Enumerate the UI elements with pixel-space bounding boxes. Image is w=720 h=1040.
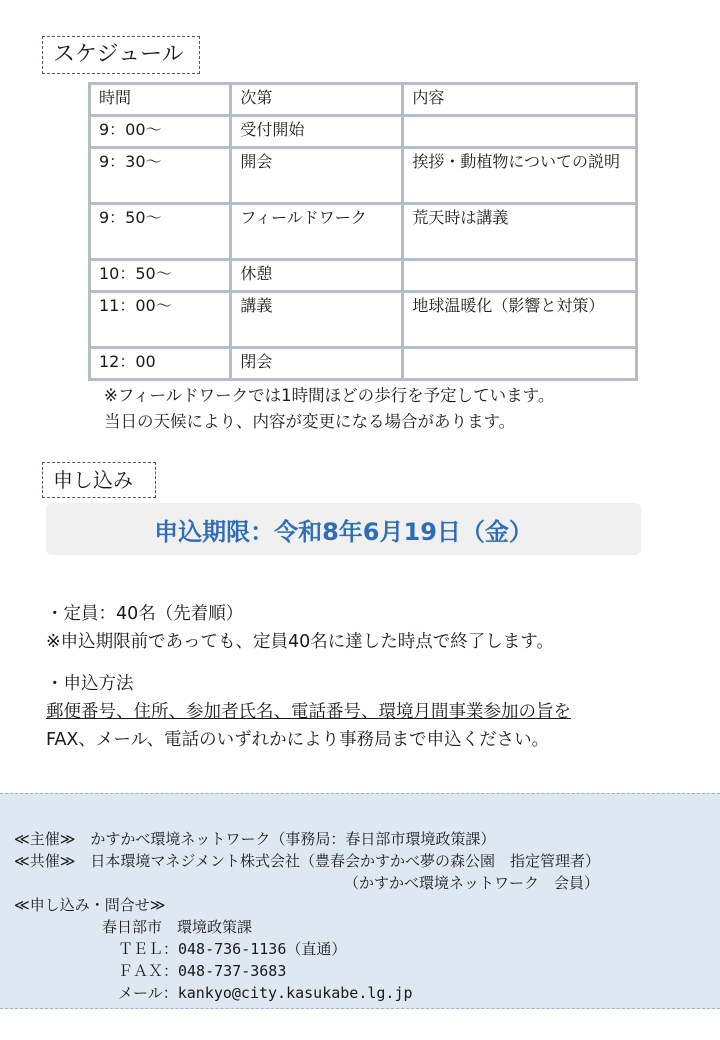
- row-agenda: 受付開始: [231, 116, 403, 148]
- table-row: [90, 292, 637, 348]
- row-content: [403, 260, 637, 292]
- cosponsor-line: ≪共催≫ 日本環境マネジメント株式会社（豊春会かすかべ夢の森公園 指定管理者）: [14, 852, 600, 870]
- row-content: [403, 348, 637, 380]
- cosponsor-sub-line: （かすかべ環境ネットワーク 会員）: [344, 874, 600, 892]
- contact-email: メール：kankyo@city.kasukabe.lg.jp: [118, 984, 413, 1002]
- row-agenda: フィールドワーク: [231, 204, 403, 260]
- method-title: ・申込方法: [46, 674, 134, 694]
- row-time: 10：50～: [90, 260, 231, 292]
- contact-org: 春日部市 環境政策課: [102, 918, 253, 936]
- row-content: 荒天時は講義: [403, 204, 637, 260]
- method-line-2: FAX、メール、電話のいずれかにより事務局まで申込ください。: [46, 730, 550, 750]
- row-agenda: 休憩: [231, 260, 403, 292]
- table-header-row: [90, 84, 637, 116]
- application-heading: 申し込み: [42, 462, 156, 498]
- method-block: [46, 670, 571, 754]
- note-line-1: ※フィールドワークでは1時間ほどの歩行を予定しています。: [104, 386, 555, 405]
- row-time: 11：00～: [90, 292, 231, 348]
- contact-tel: ＴＥＬ：048-736-1136（直通）: [118, 940, 347, 958]
- schedule-note: [104, 383, 554, 435]
- table-row: [90, 260, 637, 292]
- row-content: [403, 116, 637, 148]
- contact-footer: [0, 793, 720, 1009]
- header-content: 内容: [403, 84, 637, 116]
- note-line-2: 当日の天候により、内容が変更になる場合があります。: [104, 412, 516, 431]
- row-time: 9：50～: [90, 204, 231, 260]
- row-content: 挨拶・動植物についての説明: [403, 148, 637, 204]
- schedule-table: [88, 82, 638, 381]
- table-row: [90, 148, 637, 204]
- capacity-title: ・定員：40名（先着順）: [46, 604, 244, 624]
- capacity-note: ※申込期限前であっても、定員40名に達した時点で終了します。: [46, 632, 554, 652]
- row-time: 12：00: [90, 348, 231, 380]
- row-time: 9：00～: [90, 116, 231, 148]
- schedule-heading: スケジュール: [42, 36, 200, 74]
- organizer-line: ≪主催≫ かすかべ環境ネットワーク（事務局：春日部市環境政策課）: [14, 830, 496, 848]
- row-content: 地球温暖化（影響と対策）: [403, 292, 637, 348]
- table-row: [90, 348, 637, 380]
- header-time: 時間: [90, 84, 231, 116]
- row-agenda: 講義: [231, 292, 403, 348]
- table-row: [90, 204, 637, 260]
- header-agenda: 次第: [231, 84, 403, 116]
- deadline-banner: 申込期限：令和8年6月19日（金）: [46, 503, 641, 555]
- contact-heading: ≪申し込み・問合せ≫: [14, 896, 166, 914]
- row-agenda: 閉会: [231, 348, 403, 380]
- table-row: [90, 116, 637, 148]
- contact-fax: ＦＡＸ：048-737-3683: [118, 962, 287, 980]
- row-agenda: 開会: [231, 148, 403, 204]
- method-line-1: 郵便番号、住所、参加者氏名、電話番号、環境月間事業参加の旨を: [46, 702, 571, 722]
- capacity-block: [46, 600, 554, 656]
- row-time: 9：30～: [90, 148, 231, 204]
